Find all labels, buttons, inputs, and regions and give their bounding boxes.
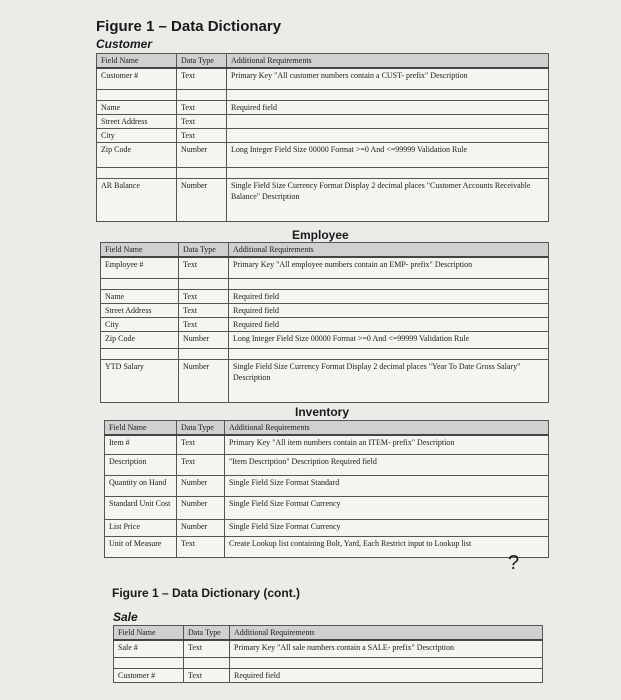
data-type-cell: Text <box>177 129 227 143</box>
requirements-cell: Primary Key "All item numbers contain an ITEM- prefix" Description <box>225 435 549 455</box>
data-type-cell: Text <box>179 257 229 279</box>
field-name-cell: YTD Salary <box>101 360 179 403</box>
page-title-cont: Figure 1 – Data Dictionary (cont.) <box>112 586 301 600</box>
handwritten-question-mark: ? <box>508 552 520 574</box>
employee-section-label: Employee <box>292 228 349 242</box>
requirements-cell: Long Integer Field Size 00000 Format >=0 And <=99999 Validation Rule <box>227 143 549 168</box>
table-row <box>105 537 549 558</box>
table-row <box>105 497 549 520</box>
field-name-cell: Name <box>97 101 177 115</box>
field-name-cell: Employee # <box>101 257 179 279</box>
requirements-cell: Single Field Size Format Standard <box>225 476 549 497</box>
field-name-cell: City <box>101 318 179 332</box>
data-type-cell: Text <box>179 304 229 318</box>
field-name-cell: Name <box>101 290 179 304</box>
header-additional-requirements: Additional Requirements <box>230 626 543 641</box>
table-row <box>101 257 549 279</box>
table-row <box>101 304 549 318</box>
field-name-cell: Sale # <box>114 640 184 658</box>
table-header-row <box>105 421 549 436</box>
requirements-cell: Required field <box>227 101 549 115</box>
data-type-cell: Text <box>179 318 229 332</box>
requirements-cell: Single Field Size Currency Format Display 2 decimal places "Customer Accounts Receivable Balance" Description <box>227 179 549 222</box>
data-type-cell: Text <box>177 435 225 455</box>
table-row <box>105 455 549 476</box>
table-row <box>114 669 543 683</box>
table-row <box>101 360 549 403</box>
data-type-cell: Text <box>177 68 227 90</box>
data-type-cell: Text <box>177 115 227 129</box>
field-name-cell: City <box>97 129 177 143</box>
requirements-cell: Single Field Size Currency Format Display 2 decimal places "Year To Date Gross Salary" Description <box>229 360 549 403</box>
table-row <box>97 129 549 143</box>
data-type-cell: Number <box>179 360 229 403</box>
table-row <box>114 640 543 658</box>
field-name-cell: Customer # <box>114 669 184 683</box>
header-data-type: Data Type <box>184 626 230 641</box>
requirements-cell: Single Field Size Format Currency <box>225 497 549 520</box>
data-type-cell: Text <box>184 669 230 683</box>
requirements-cell: Long Integer Field Size 00000 Format >=0 And <=99999 Validation Rule <box>229 332 549 349</box>
field-name-cell: Unit of Measure <box>105 537 177 558</box>
inventory-section-label: Inventory <box>295 405 350 419</box>
header-field-name: Field Name <box>101 243 179 258</box>
field-name-cell: Item # <box>105 435 177 455</box>
table-row <box>105 520 549 537</box>
table-header-row <box>97 54 549 69</box>
table-header-row <box>101 243 549 258</box>
data-type-cell: Number <box>177 179 227 222</box>
table-row <box>105 476 549 497</box>
page-title: Figure 1 – Data Dictionary <box>96 18 282 35</box>
field-name-cell: Standard Unit Cost <box>105 497 177 520</box>
table-row <box>97 101 549 115</box>
header-field-name: Field Name <box>105 421 177 436</box>
requirements-cell: Primary Key "All employee numbers contain an EMP- prefix" Description <box>229 257 549 279</box>
data-type-cell: Number <box>177 497 225 520</box>
data-type-cell: Text <box>177 537 225 558</box>
table-row <box>101 332 549 349</box>
table-row <box>101 318 549 332</box>
field-name-cell: Zip Code <box>101 332 179 349</box>
inventory-table <box>104 420 549 558</box>
field-name-cell: Street Address <box>101 304 179 318</box>
data-type-cell: Number <box>177 520 225 537</box>
data-type-cell: Number <box>179 332 229 349</box>
customer-section-label: Customer <box>96 37 153 51</box>
data-type-cell: Number <box>177 476 225 497</box>
requirements-cell <box>227 129 549 143</box>
requirements-cell: Single Field Size Format Currency <box>225 520 549 537</box>
requirements-cell: Primary Key "All sale numbers contain a SALE- prefix" Description <box>230 640 543 658</box>
employee-table <box>100 242 549 403</box>
table-row <box>101 290 549 304</box>
header-field-name: Field Name <box>114 626 184 641</box>
field-name-cell: List Price <box>105 520 177 537</box>
header-field-name: Field Name <box>97 54 177 69</box>
table-row <box>97 143 549 168</box>
data-type-cell: Number <box>177 143 227 168</box>
data-type-cell: Text <box>177 101 227 115</box>
requirements-cell <box>227 115 549 129</box>
field-name-cell: Description <box>105 455 177 476</box>
table-header-row <box>114 626 543 641</box>
table-row <box>97 115 549 129</box>
table-row <box>105 435 549 455</box>
field-name-cell: Street Address <box>97 115 177 129</box>
field-name-cell: Zip Code <box>97 143 177 168</box>
requirements-cell: Create Lookup list containing Bolt, Yard, Each Restrict input to Lookup list <box>225 537 549 558</box>
sale-section-label: Sale <box>113 610 138 624</box>
header-additional-requirements: Additional Requirements <box>227 54 549 69</box>
table-row <box>97 68 549 90</box>
field-name-cell: Quantity on Hand <box>105 476 177 497</box>
requirements-cell: "Item Description" Description Required field <box>225 455 549 476</box>
header-data-type: Data Type <box>177 421 225 436</box>
requirements-cell: Required field <box>230 669 543 683</box>
requirements-cell: Primary Key "All customer numbers contain a CUST- prefix" Description <box>227 68 549 90</box>
header-data-type: Data Type <box>177 54 227 69</box>
field-name-cell: AR Balance <box>97 179 177 222</box>
data-type-cell: Text <box>179 290 229 304</box>
requirements-cell: Required field <box>229 318 549 332</box>
data-type-cell: Text <box>184 640 230 658</box>
requirements-cell: Required field <box>229 304 549 318</box>
header-additional-requirements: Additional Requirements <box>225 421 549 436</box>
data-type-cell: Text <box>177 455 225 476</box>
header-data-type: Data Type <box>179 243 229 258</box>
field-name-cell: Customer # <box>97 68 177 90</box>
header-additional-requirements: Additional Requirements <box>229 243 549 258</box>
sale-table <box>113 625 543 683</box>
customer-table <box>96 53 549 222</box>
table-row <box>97 179 549 222</box>
requirements-cell: Required field <box>229 290 549 304</box>
